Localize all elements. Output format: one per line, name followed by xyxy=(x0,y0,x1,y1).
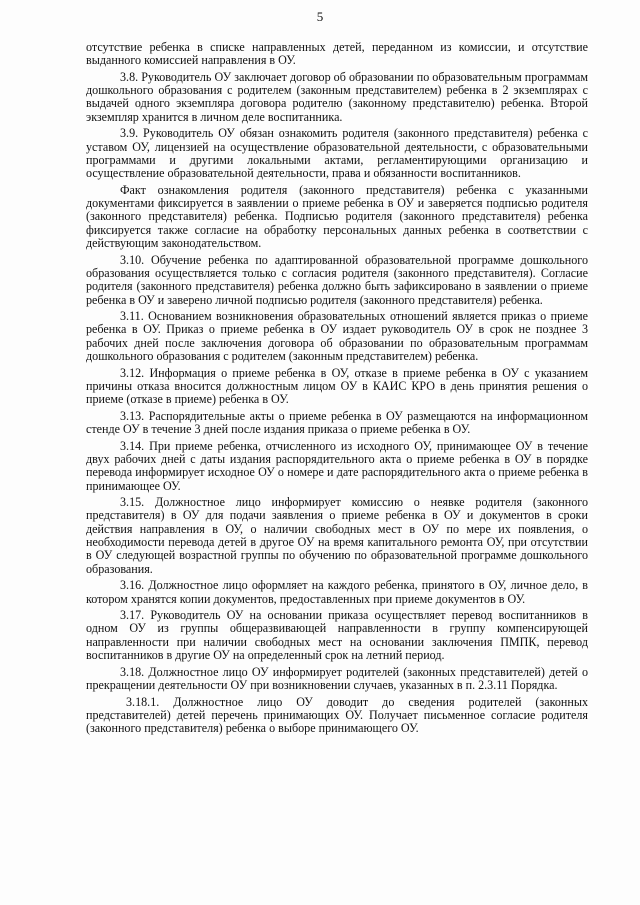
paragraph-3-8: 3.8. Руководитель ОУ заключает договор об образовании по образовательным программам дошкольного образования с родителем (законным представителем) ребенка в 2 экземплярах с выдачей одного экземпляра договора родителю (законному представителю) ребенка. Второй экземпляр хранится в личном деле воспитанника. xyxy=(86,69,588,124)
document-body xyxy=(86,41,588,739)
paragraph-acquaintance-fact: Факт ознакомления родителя (законного представителя) ребенка с указанными документами фиксируется в заявлении о приеме ребенка в ОУ и заверяется подписью родителя (законного представителя) ребенка. Подписью родителя (законного представителя) ребенка фиксируется также согласие на обработку персональных данных ребенка в соответствии с действующим законодательством. xyxy=(86,182,588,251)
paragraph-3-18-1: 3.18.1. Должностное лицо ОУ доводит до сведения родителей (законных представителей) детей перечень принимающих ОУ. Получает письменное согласие родителя (законного представителя) ребенка о выборе принимающего ОУ. xyxy=(86,694,588,736)
paragraph-continuation: отсутствие ребенка в списке направленных детей, переданном из комиссии, и отсутствие выданного комиссией направления в ОУ. xyxy=(86,40,588,68)
paragraph-3-11: 3.11. Основанием возникновения образовательных отношений является приказ о приеме ребенка в ОУ. Приказ о приеме ребенка в ОУ издает руководитель ОУ в срок не позднее 3 рабочих дней после заключения договора об образовании по образовательным программам дошкольного образования с родителем (законным представителем) ребенка. xyxy=(86,309,588,364)
paragraph-3-17: 3.17. Руководитель ОУ на основании приказа осуществляет перевод воспитанников в одном ОУ из группы общеразвивающей направленности в группу компенсирующей направленности при наличии свободных мест на основании заключения ПМПК, перевод воспитанников в другие ОУ на определенный срок на летний период. xyxy=(86,608,588,663)
paragraph-3-9: 3.9. Руководитель ОУ обязан ознакомить родителя (законного представителя) ребенка с уставом ОУ, лицензией на осуществление образовательной деятельности, с образовательными программами и другими локальными актами, регламентирующими организацию и осуществление образовательной деятельности, права и обязанности воспитанников. xyxy=(86,126,588,181)
paragraph-3-16: 3.16. Должностное лицо оформляет на каждого ребенка, принятого в ОУ, личное дело, в котором хранятся копии документов, предоставленных при приеме документов в ОУ. xyxy=(86,578,588,606)
paragraph-3-15: 3.15. Должностное лицо информирует комиссию о неявке родителя (законного представителя) в ОУ для подачи заявления о приеме ребенка в ОУ и документов в сроки действия направления в ОУ, о наличии свободных мест в ОУ по мере их появления, о необходимости перевода детей в другое ОУ на время капитального ремонта ОУ, при отсутствии в ОУ следующей возрастной группы по обучению по образовательной программе дошкольного образования. xyxy=(86,495,588,576)
page-number: 5 xyxy=(316,9,324,24)
paragraph-3-18: 3.18. Должностное лицо ОУ информирует родителей (законных представителей) детей о прекращении деятельности ОУ при возникновении случаев, указанных в п. 2.3.11 Порядка. xyxy=(86,664,588,692)
paragraph-3-14: 3.14. При приеме ребенка, отчисленного из исходного ОУ, принимающее ОУ в течение двух рабочих дней с даты издания распорядительного акта о приеме ребенка в ОУ в порядке перевода информирует исходное ОУ о номере и дате распорядительного акта о приеме ребенка в принимающее ОУ. xyxy=(86,438,588,493)
paragraph-3-10: 3.10. Обучение ребенка по адаптированной образовательной программе дошкольного образования осуществляется только с согласия родителя (законного представителя). Согласие родителя (законного представителя) ребенка должно быть зафиксировано в заявлении о приеме ребенка в ОУ и заверено личной подписью родителя (законного представителя) ребенка. xyxy=(86,252,588,307)
paragraph-3-13: 3.13. Распорядительные акты о приеме ребенка в ОУ размещаются на информационном стенде ОУ в течение 3 дней после издания приказа о приеме ребенка в ОУ. xyxy=(86,408,588,437)
paragraph-3-12: 3.12. Информация о приеме ребенка в ОУ, отказе в приеме ребенка в ОУ с указанием причины отказа вносится должностным лицом ОУ в КАИС КРО в день принятия решения о приеме (отказе в приеме) ребенка в ОУ. xyxy=(86,365,588,407)
